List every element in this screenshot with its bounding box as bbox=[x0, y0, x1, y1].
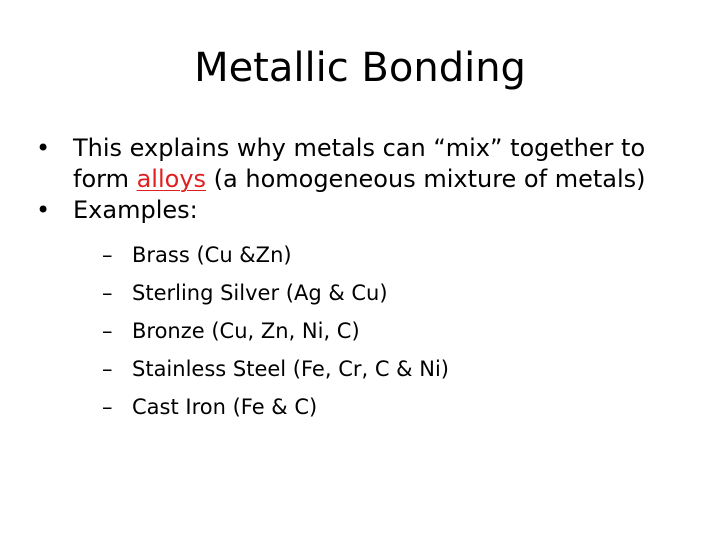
bullet-marker: • bbox=[36, 134, 51, 162]
dash-marker: – bbox=[102, 281, 113, 305]
example-item bbox=[73, 350, 700, 388]
bullet-examples bbox=[30, 195, 700, 426]
slide-title: Metallic Bonding bbox=[194, 45, 526, 91]
example-text: Stainless Steel (Fe, Cr, C & Ni) bbox=[132, 357, 449, 381]
bullet-alloys bbox=[30, 133, 700, 195]
example-item bbox=[73, 274, 700, 312]
bullet-list bbox=[30, 133, 700, 426]
examples-list bbox=[73, 236, 700, 426]
dash-marker: – bbox=[102, 243, 113, 267]
example-item bbox=[73, 312, 700, 350]
bullet-text-after: (a homogeneous mixture of metals) bbox=[206, 165, 646, 193]
alloys-highlight: alloys bbox=[136, 165, 207, 193]
example-text: Brass (Cu &Zn) bbox=[132, 243, 292, 267]
example-item bbox=[73, 388, 700, 426]
bullet-text: Examples: bbox=[73, 196, 198, 224]
example-text: Bronze (Cu, Zn, Ni, C) bbox=[132, 319, 360, 343]
dash-marker: – bbox=[102, 357, 113, 381]
bullet-marker: • bbox=[36, 196, 51, 224]
example-text: Sterling Silver (Ag & Cu) bbox=[132, 281, 388, 305]
example-text: Cast Iron (Fe & C) bbox=[132, 395, 318, 419]
dash-marker: – bbox=[102, 319, 113, 343]
dash-marker: – bbox=[102, 395, 113, 419]
bullet-text-before: This explains why metals can “mix” together to form bbox=[73, 134, 646, 193]
bullet-text bbox=[73, 134, 645, 193]
example-item bbox=[73, 236, 700, 274]
